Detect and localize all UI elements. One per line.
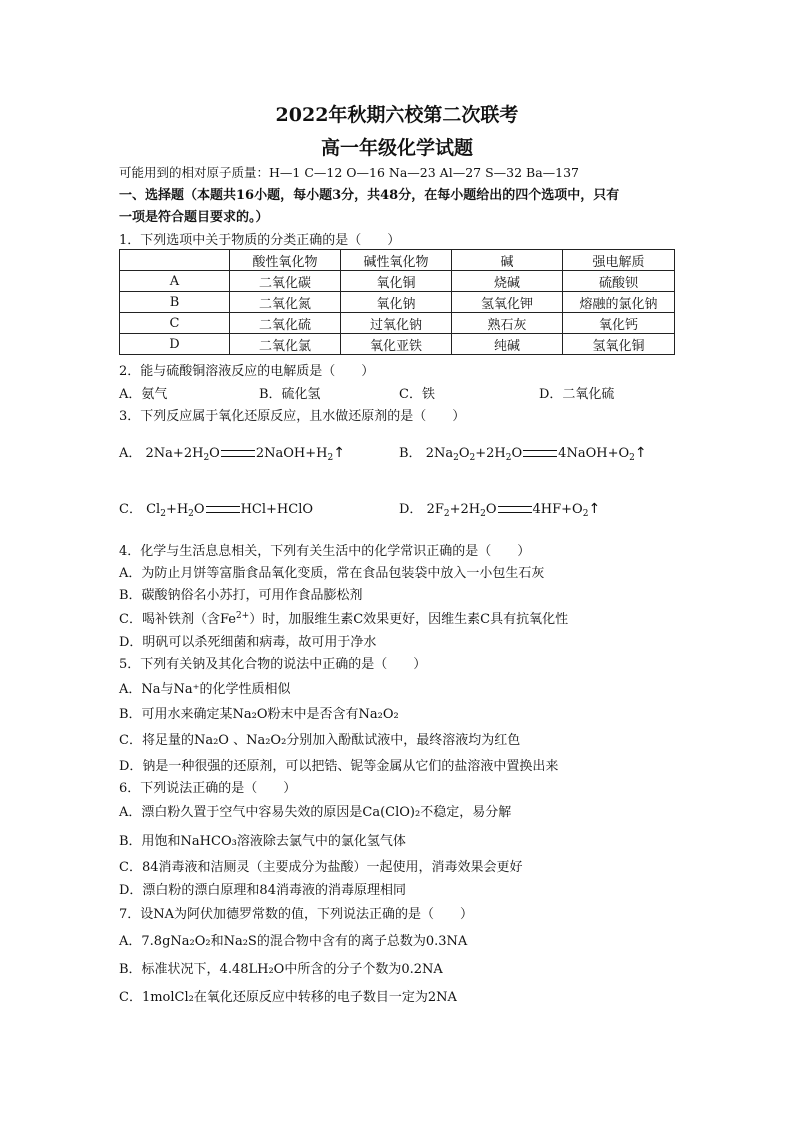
table-cell: B bbox=[120, 292, 230, 313]
equation-d: $2F_2+2H_2O$ $4HF+O_2↑$ bbox=[426, 501, 601, 519]
q2-option-c: C．铁 bbox=[399, 387, 435, 402]
table-header-cell: 碱 bbox=[452, 250, 563, 271]
q7-stem: 7．设NA为阿伏加德罗常数的值，下列说法正确的是（ ） bbox=[119, 907, 474, 922]
q4-option-b: B．碳酸钠俗名小苏打，可用作食品膨松剂 bbox=[119, 588, 363, 603]
q1-stem: 1．下列选项中关于物质的分类正确的是（ ） bbox=[119, 233, 401, 248]
equation-b: $2Na_2O_2+2H_2O$ $4NaOH+O_2↑$ bbox=[425, 445, 647, 463]
q4-option-c bbox=[119, 608, 568, 627]
table-header-cell bbox=[120, 250, 230, 271]
q4-option-c-charge: 2+ bbox=[235, 611, 250, 621]
q3-option-d bbox=[399, 498, 600, 517]
q3-option-b-label: B． bbox=[399, 446, 422, 461]
q5-option-c: C．将足量的Na₂O 、Na₂O₂分别加入酚酞试液中，最终溶液均为红色 bbox=[119, 733, 521, 748]
table-cell: 烧碱 bbox=[452, 271, 563, 292]
q3-option-c-label: C． bbox=[119, 502, 142, 517]
q5-option-d: D．钠是一种很强的还原剂，可以把锆、铌等金属从它们的盐溶液中置换出来 bbox=[119, 759, 559, 774]
table-cell: 二氧化氯 bbox=[230, 334, 341, 355]
table-cell: 氧化亚铁 bbox=[341, 334, 452, 355]
table-row bbox=[120, 313, 675, 334]
q4-option-a: A．为防止月饼等富脂食品氧化变质，常在食品包装袋中放入一小包生石灰 bbox=[119, 566, 545, 581]
exam-title: 2022年秋期六校第二次联考 bbox=[275, 104, 519, 126]
q3-option-b bbox=[399, 442, 647, 461]
table-cell: D bbox=[120, 334, 230, 355]
table-header-cell: 强电解质 bbox=[563, 250, 675, 271]
table-cell: C bbox=[120, 313, 230, 334]
table-cell: 过氧化钠 bbox=[341, 313, 452, 334]
atomic-masses: 可能用到的相对原子质量：H—1 C—12 O—16 Na—23 Al—27 S—32 Ba—137 bbox=[119, 165, 580, 180]
table-row bbox=[120, 334, 675, 355]
q6-option-d: D．漂白粉的漂白原理和84消毒液的消毒原理相同 bbox=[119, 883, 406, 898]
table-cell: 硫酸钡 bbox=[563, 271, 675, 292]
q3-option-a bbox=[119, 442, 345, 461]
q4-option-d: D．明矾可以杀死细菌和病毒，故可用于净水 bbox=[119, 635, 377, 650]
table-cell: 二氧化碳 bbox=[230, 271, 341, 292]
table-cell: 氧化钙 bbox=[563, 313, 675, 334]
section-heading-line1: 一、选择题（本题共16小题，每小题3分，共48分，在每小题给出的四个选项中，只有 bbox=[119, 188, 620, 203]
table-header-row bbox=[120, 250, 675, 271]
q5-option-a: A．Na与Na⁺的化学性质相似 bbox=[119, 682, 291, 697]
table-header-cell: 酸性氧化物 bbox=[230, 250, 341, 271]
q4-stem: 4．化学与生活息息相关，下列有关生活中的化学常识正确的是（ ） bbox=[119, 544, 531, 559]
exam-subtitle: 高一年级化学试题 bbox=[320, 137, 473, 159]
table-cell: 熟石灰 bbox=[452, 313, 563, 334]
table-cell: 氧化铜 bbox=[341, 271, 452, 292]
q2-option-b: B．硫化氢 bbox=[259, 387, 321, 402]
q7-option-b: B．标准状况下，4.48LH₂O中所含的分子个数为0.2NA bbox=[119, 962, 443, 977]
table-row bbox=[120, 271, 675, 292]
q3-option-c bbox=[119, 498, 313, 517]
table-cell: 氢氧化钾 bbox=[452, 292, 563, 313]
table-cell: 纯碱 bbox=[452, 334, 563, 355]
equation-c: $Cl_2+H_2O$ HCl+HClO bbox=[146, 502, 314, 519]
table-cell: 熔融的氯化钠 bbox=[563, 292, 675, 313]
q2-option-a: A．氨气 bbox=[119, 387, 168, 402]
q6-stem: 6．下列说法正确的是（ ） bbox=[119, 781, 297, 796]
table-cell: 氢氧化铜 bbox=[563, 334, 675, 355]
q2-stem: 2．能与硫酸铜溶液反应的电解质是（ ） bbox=[119, 364, 375, 379]
classification-table bbox=[119, 249, 675, 355]
q4-option-c-post: ）时，加服维生素C效果更好，因维生素C具有抗氧化性 bbox=[249, 612, 569, 627]
equation-a: $2Na+2H_2O$ $2NaOH+H_2↑$ bbox=[145, 445, 345, 463]
q6-option-a: A．漂白粉久置于空气中容易失效的原因是Ca(ClO)₂不稳定，易分解 bbox=[119, 805, 512, 820]
q6-option-c: C．84消毒液和洁厕灵（主要成分为盐酸）一起使用，消毒效果会更好 bbox=[119, 860, 523, 875]
table-cell: 二氧化硫 bbox=[230, 313, 341, 334]
table-cell: 二氧化氮 bbox=[230, 292, 341, 313]
q7-option-a: A．7.8gNa₂O₂和Na₂S的混合物中含有的离子总数为0.3NA bbox=[119, 934, 468, 949]
q5-option-b: B．可用水来确定某Na₂O粉末中是否含有Na₂O₂ bbox=[119, 707, 399, 722]
q3-stem: 3．下列反应属于氧化还原反应，且水做还原剂的是（ ） bbox=[119, 409, 466, 424]
table-row bbox=[120, 292, 675, 313]
table-cell: 氧化钠 bbox=[341, 292, 452, 313]
q3-option-d-label: D． bbox=[399, 502, 423, 517]
q4-option-c-pre: C．喝补铁剂（含Fe bbox=[119, 612, 236, 627]
q6-option-b: B．用饱和NaHCO₃溶液除去氯气中的氯化氢气体 bbox=[119, 834, 406, 849]
section-heading-line2: 一项是符合题目要求的。） bbox=[119, 210, 269, 225]
q5-stem: 5．下列有关钠及其化合物的说法中正确的是（ ） bbox=[119, 657, 427, 672]
table-cell: A bbox=[120, 271, 230, 292]
q3-option-a-label: A． bbox=[119, 446, 142, 461]
q7-option-c: C．1molCl₂在氧化还原反应中转移的电子数目一定为2NA bbox=[119, 990, 457, 1005]
table-header-cell: 碱性氧化物 bbox=[341, 250, 452, 271]
q2-option-d: D．二氧化硫 bbox=[539, 387, 615, 402]
